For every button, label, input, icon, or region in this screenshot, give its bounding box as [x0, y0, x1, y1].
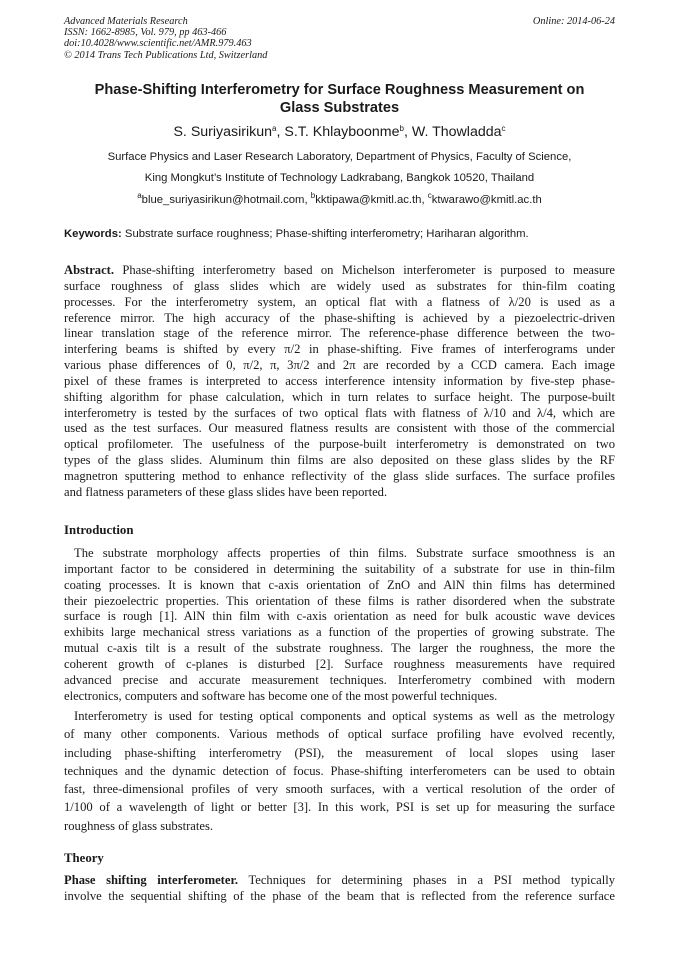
paper-title	[64, 81, 615, 117]
abstract-label: Abstract.	[64, 263, 115, 277]
paragraph-line: 1/100 of a wavelength of light or better [3]. In this work, PSI is set up for measuring the surface	[64, 800, 615, 815]
abstract-line: optical profilometer. The usefulness of the purpose-built interferometry is demonstrated on two	[64, 437, 615, 452]
author-list	[64, 123, 615, 141]
paragraph-line: coherent growth of c-planes is disturbed [2]. Surface roughness measurements have required	[64, 656, 615, 671]
affiliation-line-1: Surface Physics and Laser Research Laboratory, Department of Physics, Faculty of Science,	[107, 151, 572, 163]
abstract-line: shifting algorithm for phase calculation, which in turn relates to surface height. The purpose-built	[64, 389, 615, 404]
abstract-line: interfering beams is shifted by every π/2 in phase-shifting. Five frames of interferograms under	[64, 342, 615, 357]
keywords	[64, 227, 615, 241]
abstract-line: surface roughness of glass slides which are widely used as substrates for thin-film coating	[64, 278, 615, 293]
paragraph-line: The substrate morphology affects properties of thin films. Substrate surface smoothness is an	[74, 546, 615, 560]
paragraph-line: coating processes. It is known that c-axis orientation of ZnO and AlN thin films has determined	[64, 577, 615, 592]
email-1: blue_suriyasirikun@hotmail.com,	[141, 194, 311, 206]
introduction-paragraph-1	[64, 546, 615, 704]
online-date: Online: 2014-06-24	[532, 16, 615, 27]
author-emails	[64, 193, 615, 207]
introduction-paragraph-2	[64, 707, 615, 835]
theory-paragraph	[64, 873, 615, 905]
paragraph-line: mutual c-axis tilt is a result of the substrate roughness. The larger the roughness, the more the	[64, 641, 615, 656]
title-line-2: Glass Substrates	[279, 100, 400, 116]
copyright-line: © 2014 Trans Tech Publications Ltd, Switzerland	[64, 49, 268, 61]
email-2-mark: b	[310, 191, 316, 200]
abstract-line: and flatness parameters of these glass slides have been reported.	[64, 484, 388, 499]
author-separator: ,	[403, 124, 412, 140]
abstract-line: magnetron sputtering method to enhance reflectivity of the glass slide surfaces. The surface profiles	[64, 468, 615, 483]
email-3-mark: c	[427, 191, 432, 200]
abstract-line: reference mirror. The high accuracy of the phase-shifting is achieved by a piezoelectric-driven	[64, 310, 615, 325]
author-separator: ,	[276, 124, 285, 140]
subsection-label: Phase shifting interferometer.	[64, 873, 239, 887]
paragraph-line: exhibits large mechanical stress variations as a function of the properties of growing substrate. The	[64, 625, 615, 640]
paragraph-line: Phase shifting interferometer. Techniques for determining phases in a PSI method typically	[64, 873, 615, 887]
paragraph-line: advanced precise and accurate measurement techniques. Interferometry combined with modern	[64, 672, 615, 687]
title-line-1: Phase-Shifting Interferometry for Surface Roughness Measurement on	[94, 82, 585, 98]
paragraph-line: of many other components. Various methods of optical surface profiling have evolved recently,	[64, 727, 615, 742]
abstract-line: used as the test surfaces. Our measured flatness results are consistent with those of the commercial	[64, 421, 615, 436]
paragraph-line: techniques and the dynamic detection of focus. Phase-shifting interferometers can be used to obtain	[64, 763, 615, 778]
author-3: W. Thowladda	[411, 124, 502, 140]
author-3-mark: c	[501, 124, 506, 133]
email-1-mark: a	[137, 191, 142, 200]
paragraph-line: including phase-shifting interferometry (PSI), the measurement of local slopes using laser	[64, 745, 615, 760]
author-2-mark: b	[399, 124, 404, 133]
author-1-mark: a	[272, 124, 277, 133]
abstract-line: linear translation stage of the reference mirror. The reference-phase difference between the two-	[64, 326, 615, 341]
section-heading-introduction: Introduction	[64, 523, 134, 537]
paragraph-line: Interferometry is used for testing optical components and optical systems as well as the metrology	[74, 709, 615, 723]
email-3: ktwarawo@kmitl.ac.th	[431, 194, 542, 206]
paragraph-line: electronics, computers and software has become one of the most powerful techniques.	[64, 688, 498, 703]
issn-line: ISSN: 1662-8985, Vol. 979, pp 463-466	[64, 27, 227, 39]
paragraph-line: involve the sequential shifting of the phase of the beam that is reflected from the reference surface	[64, 888, 615, 903]
paragraph-line: roughness of glass substrates.	[64, 818, 214, 833]
abstract-line: Abstract. Phase-shifting interferometry based on Michelson interferometer is purposed to measure	[64, 263, 615, 277]
author-1: S. Suriyasirikun	[173, 124, 273, 140]
paragraph-line: fast, three-dimensional profiles of very smooth surfaces, with a vertical resolution of the order of	[64, 782, 615, 797]
keywords-label: Keywords:	[64, 228, 122, 240]
abstract-line: interferometry is tested by the surfaces of two optical flats with flatness of λ/10 and λ/4, which are	[64, 405, 615, 420]
paragraph-line: surface is rough [1]. AlN thin film with c-axis orientation as need for bulk acoustic wave devices	[64, 609, 615, 624]
abstract	[64, 263, 615, 501]
doi-line: doi:10.4028/www.scientific.net/AMR.979.463	[64, 38, 252, 50]
paragraph-line: their piezoelectric properties. This orientation of these films is rather disordered when the substrate	[64, 593, 615, 608]
journal-name: Advanced Materials Research	[64, 16, 188, 27]
journal-header	[64, 16, 615, 61]
section-heading-theory: Theory	[64, 851, 104, 865]
abstract-line: types of the glass slides. Aluminum thin films are also deposited on these glass slides by the RF	[64, 453, 615, 468]
abstract-line: various phase differences of 0, π/2, π, 3π/2 and 2π are recorded by a CCD camera. Each image	[64, 358, 615, 373]
abstract-line: pixel of these frames is interpreted to access interference intensity information by five-step phase-	[64, 373, 615, 388]
paragraph-line: important factor to be considered in determining the suitability of a substrate for use in thin-film	[64, 561, 615, 576]
affiliation-line-2: King Mongkut’s Institute of Technology Ladkrabang, Bangkok 10520, Thailand	[144, 172, 535, 184]
email-2: kktipawa@kmitl.ac.th,	[315, 194, 428, 206]
keywords-text: Substrate surface roughness; Phase-shifting interferometry; Hariharan algorithm.	[121, 228, 529, 240]
author-2: S.T. Khlayboonme	[284, 124, 400, 140]
abstract-line: processes. For the interferometry system, an optical flat with a flatness of λ/20 is used as a	[64, 294, 615, 309]
